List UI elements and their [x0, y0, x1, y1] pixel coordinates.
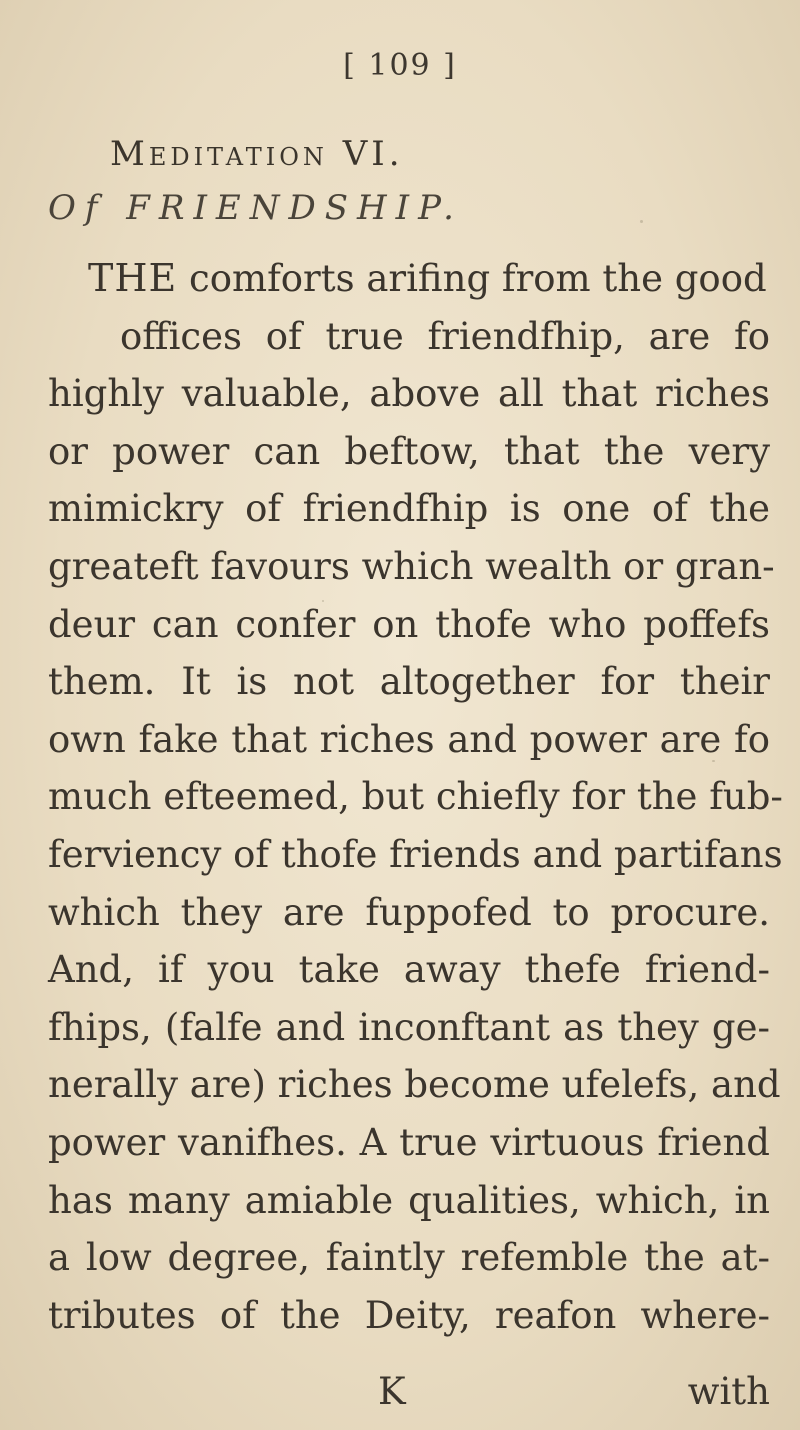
text-line: which they are fuppofed to procure. [48, 890, 770, 934]
text-line: And, if you take away thefe friend- [48, 948, 770, 992]
text-line: mimickry of friendfhip is one of the [48, 487, 770, 531]
text-line: them. It is not altogether for their [48, 660, 770, 704]
text-line: ferviency of thofe friends and partifans [48, 832, 783, 876]
text-line: or power can beftow, that the very [48, 429, 770, 473]
page-number: [ 109 ] [343, 48, 457, 83]
text-line: a low degree, faintly refemble the at- [48, 1236, 770, 1280]
body-text [48, 250, 783, 1344]
page-footer [0, 1370, 800, 1418]
paper-speck [640, 220, 643, 223]
text-line: greateft favours which wealth or gran- [48, 544, 775, 588]
text-line: much efteemed, but chiefly for the fub- [48, 775, 783, 819]
paper-speck [90, 1090, 92, 1093]
text-line: has many amiable qualities, which, in [48, 1178, 770, 1222]
text-line-first [48, 250, 770, 308]
text-line: fhips, (falfe and inconftant as they ge- [48, 1005, 770, 1049]
text-line: offices of true friendfhip, are fo [120, 314, 770, 358]
text-line: nerally are) riches become ufelefs, and [48, 1063, 781, 1107]
meditation-heading: Meditation VI. [110, 134, 404, 174]
catchword: with [687, 1370, 770, 1413]
text-line: deur can confer on thofe who poffefs [48, 602, 770, 646]
signature-mark: K [378, 1370, 406, 1413]
text-line: tributes of the Deity, reafon where- [48, 1293, 770, 1337]
paper-speck [712, 760, 715, 762]
text-line-segment: comforts arifing from the good [177, 257, 767, 300]
text-line: own fake that riches and power are fo [48, 717, 770, 761]
paper-speck [322, 600, 324, 602]
text-line: power vanifhes. A true virtuous friend [48, 1120, 770, 1164]
text-line: highly valuable, above all that riches [48, 372, 770, 416]
subject-heading: Of FRIENDSHIP. [48, 188, 463, 228]
drop-cap: THE [88, 256, 178, 300]
